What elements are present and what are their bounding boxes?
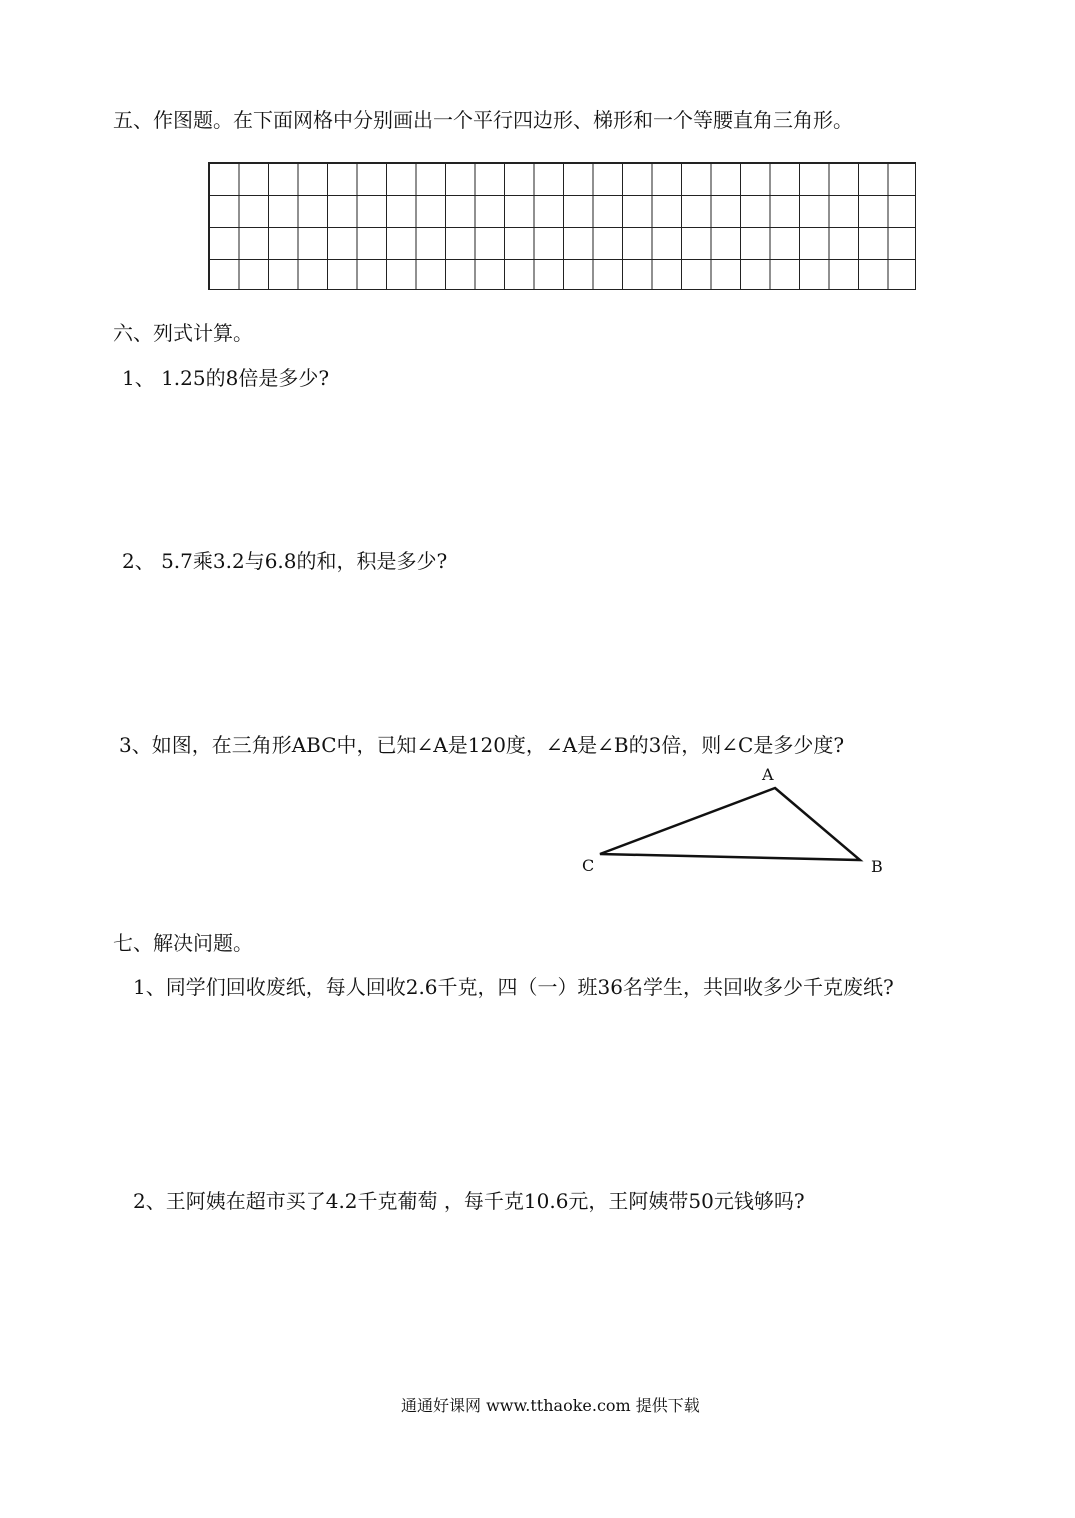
question-6-1: 1、 1.25的8倍是多少? (122, 366, 330, 390)
question-7-2: 2、王阿姨在超市买了4.2千克葡萄 ，每千克10.6元，王阿姨带50元钱够吗? (133, 1189, 805, 1213)
drawing-grid (208, 162, 916, 290)
question-6-3: 3、如图，在三角形ABC中，已知∠A是120度，∠A是∠B的3倍，则∠C是多少度? (119, 733, 845, 757)
section6-title: 六、列式计算。 (113, 321, 253, 345)
section5-title: 五、作图题。在下面网格中分别画出一个平行四边形、梯形和一个等腰直角三角形。 (113, 108, 853, 132)
footer-credit: 通通好课网 www.tthaoke.com 提供下载 (401, 1396, 700, 1415)
triangle-abc-figure (570, 758, 900, 883)
section7-title: 七、解决问题。 (113, 931, 253, 955)
triangle-abc (600, 788, 860, 860)
vertex-label-b: B (871, 857, 883, 876)
vertex-label-c: C (582, 856, 595, 875)
question-7-1: 1、同学们回收废纸，每人回收2.6千克，四（一）班36名学生，共回收多少千克废纸? (133, 975, 894, 999)
question-6-2: 2、 5.7乘3.2与6.8的和，积是多少? (122, 549, 448, 573)
vertex-label-a: A (762, 765, 774, 784)
